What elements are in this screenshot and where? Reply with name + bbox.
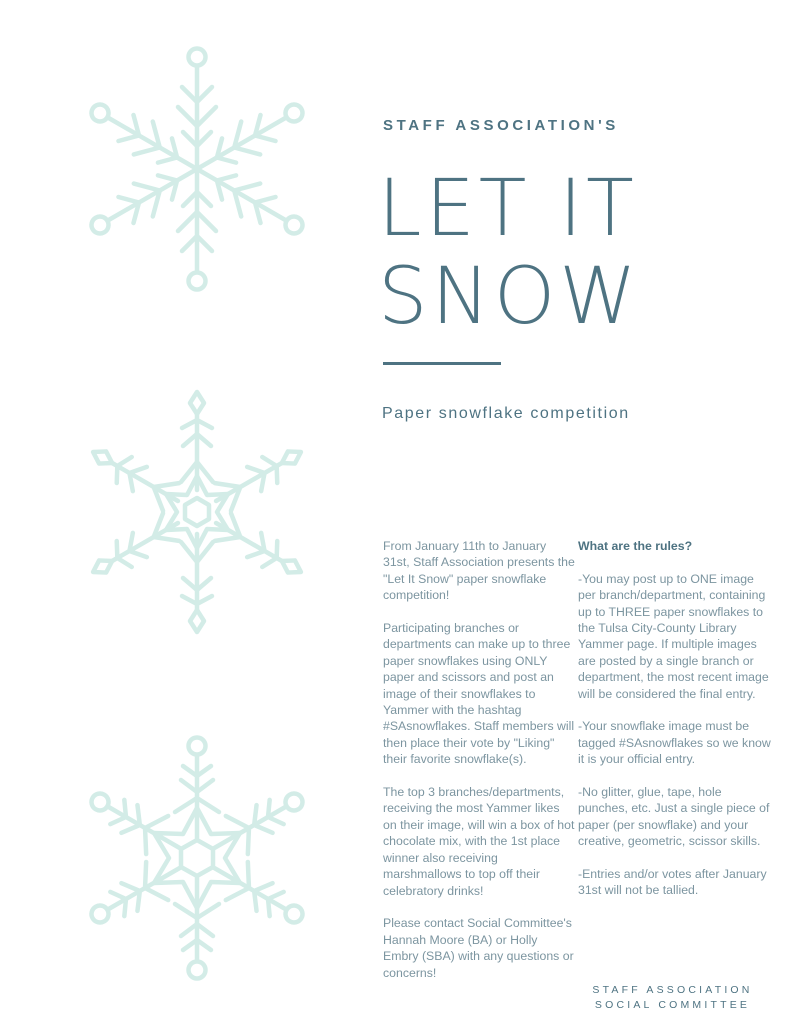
title-line-2: SNOW: [378, 252, 641, 342]
description-column: [383, 538, 575, 997]
rules-heading: What are the rules?: [578, 539, 693, 553]
organizer-heading: STAFF ASSOCIATION'S: [383, 117, 619, 134]
rule-item: -Entries and/or votes after January 31st will not be tallied.: [578, 867, 767, 898]
title-line-1: LET IT: [378, 164, 638, 254]
participation-paragraph: Participating branches or departments can make up to three paper snowflakes using ONLY paper and scissors and post an image of their snowflakes to Yammer with the hashtag #SAsnowflakes. Staff members will then place their vote by "Liking" their favorite snowflake(s).: [383, 621, 575, 767]
page-title: [378, 165, 640, 341]
contact-paragraph: Please contact Social Committee's Hannah Moore (BA) or Holly Embry (SBA) with any questions or concerns!: [383, 916, 574, 980]
subtitle: Paper snowflake competition: [382, 405, 630, 422]
footer-line-1: STAFF ASSOCIATION: [592, 984, 753, 996]
footer-credit: [585, 983, 760, 1013]
rule-item: -Your snowflake image must be tagged #SAsnowflakes so we know it is your official entry.: [578, 719, 771, 767]
rule-item: -No glitter, glue, tape, hole punches, etc. Just a single piece of paper (per snowflake) and your creative, geometric, scissor skills.: [578, 785, 770, 849]
footer-line-2: SOCIAL COMMITTEE: [594, 999, 751, 1011]
title-divider: [383, 362, 501, 365]
intro-paragraph: From January 11th to January 31st, Staff Association presents the "Let It Snow" paper snowflake competition!: [383, 539, 575, 603]
prizes-paragraph: The top 3 branches/departments, receiving the most Yammer likes on their image, will win a box of hot chocolate mix, with the 1st place winner also receiving marshmallows to top off their celebratory drinks!: [383, 785, 575, 898]
rules-column: [578, 538, 774, 915]
snowflake-decoration-bottom: [72, 733, 322, 983]
rule-item: -You may post up to ONE image per branch/department, containing up to THREE paper snowflakes to the Tulsa City-County Library Yammer page. If multiple images are posted by a single branch or department, the most recent image will be considered the final entry.: [578, 571, 769, 701]
snowflake-decoration-middle: [72, 387, 322, 637]
snowflake-decoration-top: [72, 44, 322, 294]
